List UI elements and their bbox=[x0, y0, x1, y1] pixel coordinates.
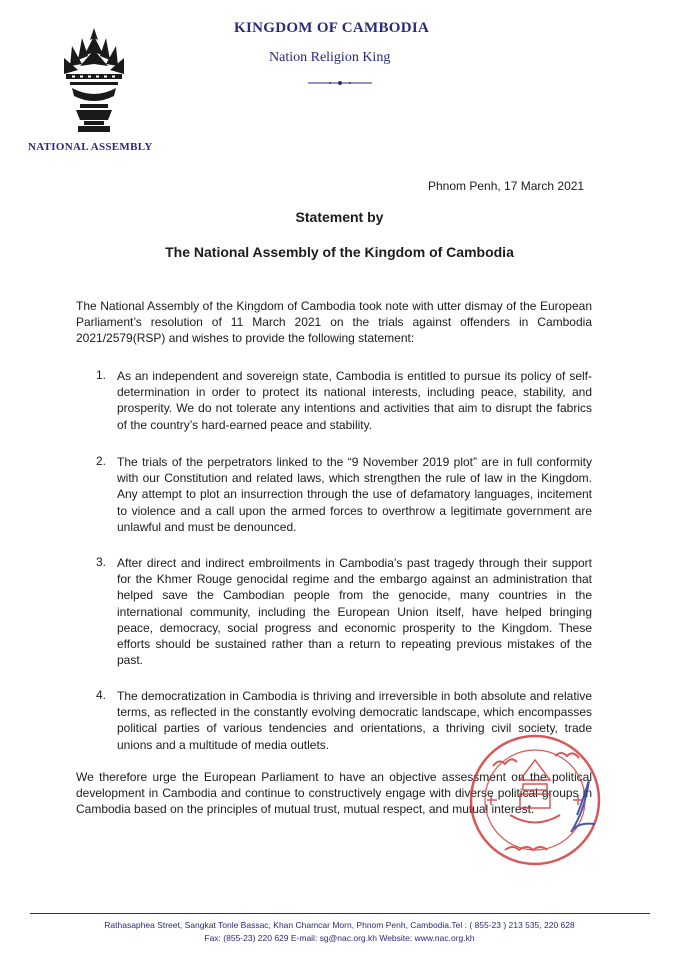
list-item: The trials of the perpetrators linked to the “9 November 2019 plot” are in full conformity with our Constitution and related laws, which strengthen the rule of law in the Kingdom. Any attempt to plot an insurrection through the use of defamatory languages, incitement to violence and a call upon the armed forces to overthrow a legitimate government are unlawful and must be denounced. bbox=[117, 455, 592, 534]
item-number: 4. bbox=[96, 688, 107, 702]
emblem-caption: NATIONAL ASSEMBLY bbox=[28, 141, 153, 153]
item-number: 1. bbox=[96, 368, 107, 382]
closing-paragraph: We therefore urge the European Parliament to have an objective assessment on the political development in Cambodia and continue to constructively engage with diverse political groups in Cambodia based on the principles of mutual trust, mutual respect, and mutual interest. bbox=[76, 770, 592, 817]
divider-ornament-icon bbox=[300, 78, 380, 88]
official-seal-icon bbox=[465, 720, 610, 880]
place-date: Phnom Penh, 17 March 2021 bbox=[428, 179, 585, 193]
list-item: After direct and indirect embroilments in Cambodia’s past tragedy through their support for the Khmer Rouge genocidal regime and the embargo against an administration that helped save the Cambodian people from the genocide, many countries in the international community, including the European Union itself, have helped bringing peace, democracy, social progress and economic prosperity to the Kingdom. These efforts should be sustained rather than a return to repeating previous mistakes of the past. bbox=[117, 556, 592, 668]
footer-divider bbox=[30, 913, 650, 914]
item-number: 3. bbox=[96, 555, 107, 569]
statement-title: Statement by bbox=[295, 209, 384, 225]
footer-address: Rathasaphea Street, Sangkat Tonle Bassac, Khan Chamcar Morn, Phnom Penh, Cambodia.Tel : ( 855-23 ) 213 535, 220 628 bbox=[104, 920, 575, 930]
list-item: The democratization in Cambodia is thriving and irreversible in both absolute and relative terms, as reflected in the constantly evolving democratic landscape, which encompasses political parties of various tendencies and orientations, a thriving civil society, trade unions and a multitude of media outlets. bbox=[117, 689, 592, 752]
footer-contact: Fax: (855-23) 220 629 E-mail: sg@nac.org.kh Website: www.nac.org.kh bbox=[204, 933, 475, 943]
kingdom-heading: KINGDOM OF CAMBODIA bbox=[234, 20, 430, 36]
motto: Nation Religion King bbox=[269, 50, 391, 65]
list-item: As an independent and sovereign state, Cambodia is entitled to pursue its policy of self-determination in order to protect its national interests, including peace, stability, and prosperity. We do not tolerate any intentions and activities that aim to disrupt the fabrics of the country’s hard-earned peace and stability. bbox=[117, 369, 592, 432]
statement-subtitle: The National Assembly of the Kingdom of Cambodia bbox=[165, 244, 514, 260]
intro-paragraph: The National Assembly of the Kingdom of Cambodia took note with utter dismay of the European Parliament’s resolution of 11 March 2021 on the trials against offenders in Cambodia 2021/2579(RSP) and wishes to provide the following statement: bbox=[76, 299, 592, 346]
item-number: 2. bbox=[96, 454, 107, 468]
national-assembly-emblem-icon bbox=[58, 26, 130, 136]
